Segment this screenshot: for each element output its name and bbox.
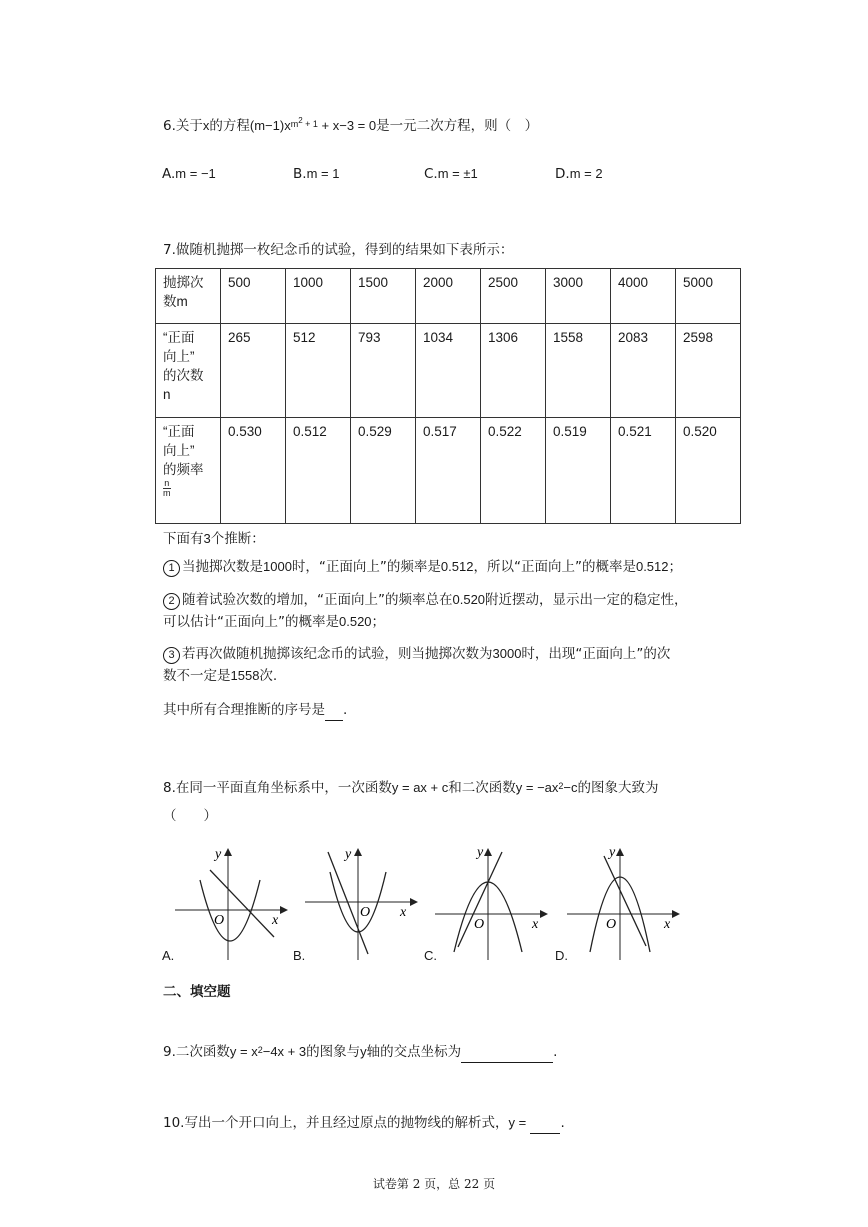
q8-stem: 8.在同一平面直角坐标系中，一次函数y = ax + c和二次函数$y = -ax^2-c$的图象大致为 xyxy=(163,780,659,796)
table-cell: 1500 xyxy=(351,269,416,324)
table-cell: 0.520 xyxy=(676,418,741,524)
q8-option-c-label[interactable]: C. xyxy=(424,948,437,963)
fraction-n-over-m: $\frac{n}{m}$ xyxy=(163,478,171,498)
table-cell: 0.521 xyxy=(611,418,676,524)
table-cell: 512 xyxy=(286,324,351,418)
y-axis-label: y xyxy=(477,845,484,860)
table-cell: 0.529 xyxy=(351,418,416,524)
q7-question: 其中所有合理推断的序号是 . xyxy=(163,700,347,721)
statement-3: 3 若再次做随机抛掷该纪念币的试验，则当抛掷次数为3000时，出现“正面向上”的次 xyxy=(163,644,670,664)
table-cell: 4000 xyxy=(611,269,676,324)
y-axis-label: y xyxy=(609,845,616,860)
answer-blank[interactable] xyxy=(325,700,343,721)
x-axis-label: x xyxy=(532,917,539,932)
table-cell: 500 xyxy=(221,269,286,324)
q8-paren: （ ） xyxy=(163,808,217,824)
q6-option-d[interactable]: D.m = 2 xyxy=(555,166,603,182)
y-axis-label: y xyxy=(215,847,222,862)
table-cell: 3000 xyxy=(546,269,611,324)
x-axis-label: x xyxy=(664,917,671,932)
circled-number-2: 2 xyxy=(163,593,180,610)
q7-stem: 7.做随机抛掷一枚纪念币的试验，得到的结果如下表所示： xyxy=(163,242,514,258)
q6-option-a[interactable]: A.m = −1 xyxy=(162,166,216,182)
q6-option-c[interactable]: C.m = ±1 xyxy=(424,166,478,182)
graph-option-c[interactable] xyxy=(430,842,550,962)
table-cell: 0.522 xyxy=(481,418,546,524)
table-cell: 793 xyxy=(351,324,416,418)
table-row-heads xyxy=(156,324,741,418)
table-cell: 0.519 xyxy=(546,418,611,524)
table-cell: 2500 xyxy=(481,269,546,324)
answer-blank[interactable] xyxy=(461,1042,553,1063)
q9-stem: 9.二次函数$y = x^2-4x + 3$的图象与y轴的交点坐标为 . xyxy=(163,1042,557,1063)
statement-2-cont: 可以估计“正面向上”的概率是0.520； xyxy=(163,614,386,630)
circled-number-3: 3 xyxy=(163,647,180,664)
origin-label: O xyxy=(474,917,485,932)
table-cell: 2598 xyxy=(676,324,741,418)
table-cell: 2000 xyxy=(416,269,481,324)
statement-3-cont: 数不一定是1558次. xyxy=(163,668,278,684)
graph-option-d[interactable] xyxy=(562,842,682,962)
row-header-heads: “正面 向上” 的次数 n xyxy=(156,324,221,418)
graph-option-b[interactable] xyxy=(300,842,420,962)
q8-option-d-label[interactable]: D. xyxy=(555,948,568,963)
table-cell: 0.530 xyxy=(221,418,286,524)
q10-stem: 10.写出一个开口向上，并且经过原点的抛物线的解析式，y = . xyxy=(163,1113,565,1134)
section-heading: 二、填空题 xyxy=(163,984,231,1000)
table-cell: 1306 xyxy=(481,324,546,418)
table-cell: 1034 xyxy=(416,324,481,418)
x-axis-label: x xyxy=(272,913,279,928)
page-footer: 试卷第 2 页，总 22 页 xyxy=(372,1177,496,1191)
table-cell: 1558 xyxy=(546,324,611,418)
table-row-throws xyxy=(156,269,741,324)
row-header-frequency: “正面 向上” 的频率 $\frac{n}{m}$ xyxy=(156,418,221,524)
table-cell: 0.517 xyxy=(416,418,481,524)
q7-intro: 下面有3个推断： xyxy=(163,531,265,547)
table-cell: 265 xyxy=(221,324,286,418)
graph-option-a[interactable] xyxy=(170,842,290,962)
circled-number-1: 1 xyxy=(163,560,180,577)
statement-2: 2 随着试验次数的增加，“正面向上”的频率总在0.520附近摆动，显示出一定的稳定性， xyxy=(163,590,688,610)
origin-label: O xyxy=(214,913,225,928)
table-cell: 1000 xyxy=(286,269,351,324)
origin-label: O xyxy=(360,905,371,920)
table-cell: 0.512 xyxy=(286,418,351,524)
row-header-throws: 抛掷次 数m xyxy=(156,269,221,324)
q6-option-b[interactable]: B.m = 1 xyxy=(293,166,340,182)
table-row-frequency xyxy=(156,418,741,524)
q6-stem: 6.关于x的方程$(m-1)x^{m^2 + 1} + x-3 = 0$是一元二次方程，则（ ） xyxy=(163,116,539,134)
q8-option-b-label[interactable]: B. xyxy=(293,948,306,963)
x-axis-label: x xyxy=(400,905,407,920)
statement-1: 1 当抛掷次数是1000时，“正面向上”的频率是0.512，所以“正面向上”的概率是0.512； xyxy=(163,557,682,577)
q8-option-a-label[interactable]: A. xyxy=(162,948,175,963)
table-cell: 5000 xyxy=(676,269,741,324)
answer-blank[interactable] xyxy=(530,1113,560,1134)
frequency-table xyxy=(155,268,741,524)
y-axis-label: y xyxy=(345,847,352,862)
origin-label: O xyxy=(606,917,617,932)
table-cell: 2083 xyxy=(611,324,676,418)
